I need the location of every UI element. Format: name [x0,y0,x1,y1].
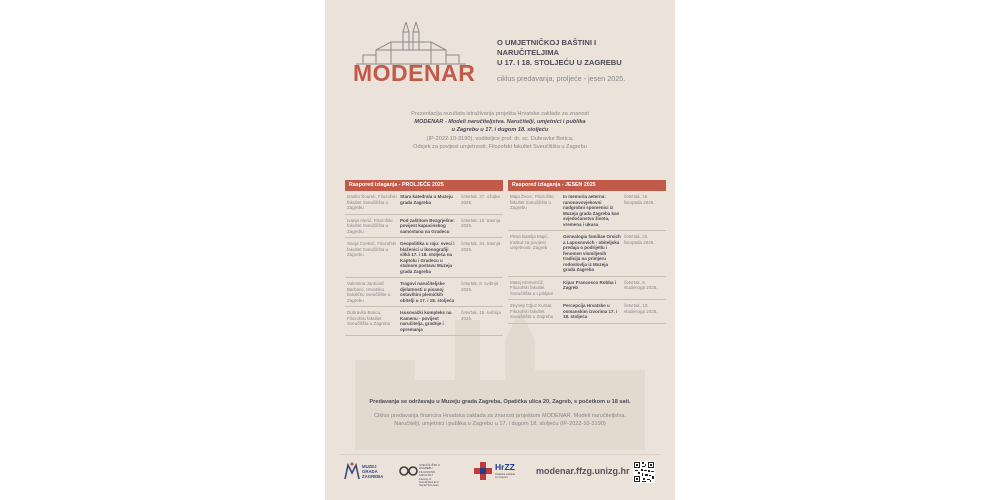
intro-block [340,110,660,151]
talk-title: Isusovački kompleks na Kamenu - povijest naručitelja, gradnje i opremanja [400,310,452,332]
speaker: Matej Klemenčič, Filozofski fakultet Sveučilišta u Ljubljani [510,279,554,296]
talk-date: četvrtak, 23. listopada 2025. [624,234,655,245]
university-logo [399,463,443,488]
schedule-row [508,300,666,324]
speaker: Valentina Janković Barbarić, Hrvatsko katoličko sveučilište u Zagrebu [347,281,391,303]
schedule-row [508,277,666,301]
speaker: Maja Žvorc, Filozofski fakultet Sveučilišta u Zagrebu [510,194,554,210]
title-line: U 17. I 18. STOLJEĆU U ZAGREBU [497,58,622,68]
museum-logo-line: GRADA [362,469,378,474]
talk-date: četvrtak, 10. travnja 2025. [461,217,501,228]
intro-line: Odsjek za povijest umjetnosti, Filozofski fakultet Sveučilišta u Zagrebu [413,143,587,150]
hrzz-logo [473,461,523,483]
event-subtitle: ciklus predavanja, proljeće - jesen 2025. [497,74,626,83]
intro-line: Prezentacija rezultata istraživanja projekta Hrvatske zaklade za znanost [411,111,589,117]
talk-date: četvrtak, 8. svibnja 2025. [461,281,499,292]
schedule-row [345,191,503,215]
project-name: MODENAR - Modeli naručiteljstva. Naručitelji, umjetnici i publika [414,119,586,126]
talk-title: Percepcija Hrvatske u osmanskim izvorima 17. i 18. stoljeća [563,303,618,319]
brand-wordmark: MODENAR [353,60,476,86]
museum-logo-text [362,464,383,479]
project-url[interactable]: modenar.ffzg.unizg.hr [536,466,630,476]
funding-line: Ciklus predavanja financira Hrvatska zaklada za znanost projektom MODENAR. Modeli naručiteljstva. [374,413,626,419]
university-logo-line: FILOZOFSKI FAKULTET [419,469,436,478]
talk-date: četvrtak, 16. listopada 2025. [624,194,655,205]
talk-title: In memoria aeterna: ranonovovjekovni nadgrobni spomenici iz Muzeja grada Zagreba kao svjedočanstva života, vremena i ukusa [563,194,620,227]
talk-title: Tragovi naručiteljske djelatnosti u pisanoj ostavštini plemićkih obitelji u 17. i 18. stoljeću [400,281,455,303]
footer-divider [340,454,660,455]
talk-date: četvrtak, 13. studenoga 2025. [624,303,658,314]
event-title [497,38,667,69]
talk-date: četvrtak, 6. studenoga 2025. [624,279,658,290]
talk-title: Kipar Francesco Robba i Zagreb [563,279,617,290]
schedule-row [345,307,503,336]
title-line: NARUČITELJIMA [497,48,560,58]
qr-code-icon[interactable] [633,461,655,483]
schedule-row [345,278,503,307]
museum-logo-line: ZAGREBA [362,474,384,479]
talk-title: Genealogia familiae Orsich a Laposnovich - obiteljska predaja o podrijetlu i fenomen vismiljenih tradicija na primjeru rodoslovlja iz Muzeja grada Zagreba [563,234,621,272]
hrzz-cross-icon [473,461,493,481]
funding-line: Naručitelji, umjetnici i publika u Zagrebu u 17. i dugom 18. stoljeću (IP-2022-10-3190) [394,420,606,427]
speaker: Dubravka Botica, Filozofski fakultet Sveučilišta u Zagrebu [347,310,391,326]
museum-logo-line: MUZEJ [362,464,377,469]
museum-logo [343,461,391,481]
schedule-row [345,215,503,239]
hrzz-logo-text: HrZZ [495,462,515,472]
venue-info: Predavanja se održavaju u Muzeju grada Zagreba, Opatička ulica 20, Zagreb, s početkom u 18 sati. [369,399,631,405]
talk-date: četvrtak, 27. ožujka 2025. [461,194,500,205]
schedule-row [508,191,666,231]
autumn-schedule-header: Raspored izlaganja - JESEN 2025 [508,180,666,191]
spring-schedule [345,180,503,336]
university-logo-icon [399,463,419,479]
talk-title: Geopolitika u raju: sveci i blaženici u ikonografiji slikâ 17. i 18. stoljeća na Kaptolu i Gradecu u stalnom postavu Muzeja grada Zagreba [400,241,455,274]
talk-title: Pod zaštitom Bezgrješne: povijest kapucinskog samostana na Gradecu [400,217,455,234]
hrzz-logo-subline: za znanost [495,476,508,480]
autumn-schedule [508,180,666,324]
university-logo-text [419,464,443,488]
museum-logo-icon [343,461,361,481]
speaker: Zeynep Oğuz Kursar, Filozofski fakultet Sveučilišta u Zagrebu [510,303,554,319]
speaker: Ivanja Alerić, Filozofski fakultet Sveučilišta u Zagrebu [347,217,393,234]
talk-title: Stara katedrala u Muzeju grada Zagreba [400,194,453,205]
speaker: Sanja Cvetnić, Filozofski fakultet Sveučilišta u Zagrebu [347,241,397,257]
speaker: Danko Šourek, Filozofski fakultet Sveučilišta u Zagrebu [347,194,397,210]
poster [325,0,675,500]
project-name-cont: u Zagrebu u 17. i dugom 18. stoljeću [451,127,549,134]
hrzz-logo-subtext [495,473,523,479]
title-line: O UMJETNIČKOJ BAŠTINI I [497,38,597,47]
talk-date: četvrtak, 15. svibnja 2025. [461,310,501,321]
schedule-row [508,231,666,277]
intro-line: (IP-2022-10-3190), voditeljice prof. dr. sc. Dubravke Botica, [426,135,574,142]
schedule-row [345,238,503,278]
funding-note [340,413,660,429]
university-logo-line: SVEUČILIŠTE U ZAGREBU [419,463,440,471]
talk-date: četvrtak, 24. travnja 2025. [461,241,501,252]
university-logo-line: Faculty of Humanities and Social Sciences [419,476,439,488]
hrzz-logo-subline: Hrvatska zaklada [495,473,515,476]
speaker: Petra Batelja Majić, Institut za povijest umjetnosti, Zagreb [510,234,549,250]
spring-schedule-header: Raspored izlaganja - PROLJEĆE 2025 [345,180,503,191]
